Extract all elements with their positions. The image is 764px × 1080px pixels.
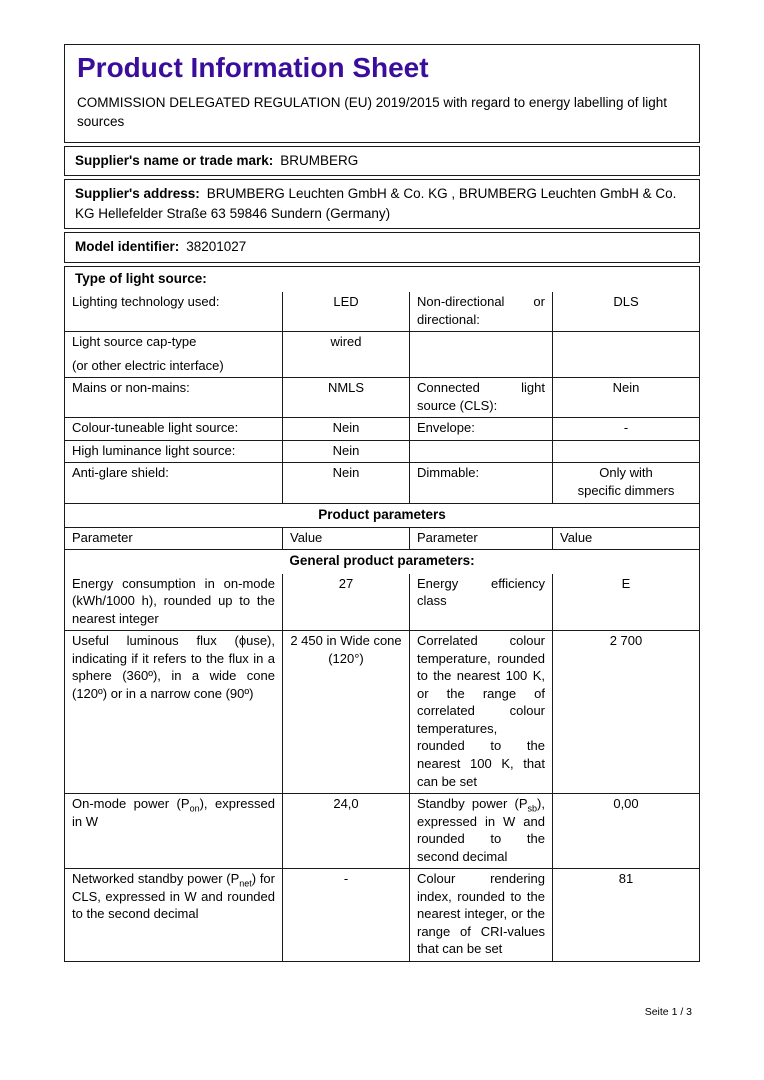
parameter-cell: Connected light source (CLS): — [409, 378, 552, 417]
table-row — [65, 440, 699, 463]
column-header-value-2: Value — [552, 528, 699, 550]
supplier-address-row — [64, 179, 700, 229]
value-cell: Nein — [282, 418, 409, 440]
value-cell: - — [282, 869, 409, 961]
page-number: Seite 1 / 3 — [644, 1006, 692, 1018]
value-cell: LED — [282, 292, 409, 331]
parameter-cell: Colour-tuneable light source: — [72, 420, 239, 436]
general-product-parameters-header-row — [65, 549, 699, 573]
parameter-cell: High luminance light source: — [72, 442, 236, 458]
parameter-cell: Standby power $(P_{sb})$, expressed in W and rounded to the second decimal — [409, 794, 552, 868]
value-cell: 27 — [282, 574, 409, 631]
value-cell: Only with specific dimmers — [552, 463, 699, 502]
supplier-address-label: Supplier's address: — [75, 186, 200, 202]
regulation-subtitle: COMMISSION DELEGATED REGULATION (EU) 2019/2015 with regard to energy labelling of light sources — [77, 94, 667, 129]
table-row — [65, 630, 699, 793]
table-row — [65, 462, 699, 502]
model-identifier-row — [64, 232, 700, 263]
table-row — [65, 331, 699, 377]
parameter-cell: Mains or non-mains: — [72, 380, 190, 396]
table-row — [65, 793, 699, 868]
value-cell: 2 450 in Wide cone (120°) — [282, 631, 409, 793]
product-parameters-title: Product parameters — [318, 506, 446, 522]
supplier-address-value: BRUMBERG Leuchten GmbH & Co. KG , BRUMBERG Leuchten GmbH & Co. KG Hellefelder Straße 63 59846 Sundern (Germany) — [75, 186, 677, 221]
value-cell: Nein — [282, 441, 409, 463]
table-row — [65, 377, 699, 417]
table-row — [65, 868, 699, 961]
table-row — [65, 292, 699, 331]
parameter-cell — [409, 441, 552, 463]
value-cell: 2 700 — [552, 631, 699, 793]
model-identifier-label: Model identifier: — [75, 239, 180, 255]
parameter-cell: Energy consumption in on-mode (kWh/1000 h), rounded up to the nearest integer — [72, 575, 275, 626]
value-cell — [552, 332, 699, 377]
parameter-cell: Light source cap-type (or other electric interface) — [72, 334, 224, 373]
column-header-parameter-1: Parameter — [72, 529, 133, 545]
supplier-name-row — [64, 146, 700, 177]
value-cell: 0,00 — [552, 794, 699, 868]
parameter-cell: Colour rendering index, rounded to the nearest integer, or the range of CRI-values that can be set — [409, 869, 552, 961]
value-cell: NMLS — [282, 378, 409, 417]
value-cell: Nein — [552, 378, 699, 417]
column-header-parameter-2: Parameter — [409, 528, 552, 550]
parameter-cell: Non-directional or directional: — [409, 292, 552, 331]
light-source-characteristics-rows — [65, 292, 699, 502]
parameter-cell: Energy efficiency class — [409, 574, 552, 631]
parameters-table — [64, 266, 700, 962]
value-cell: Nein — [282, 463, 409, 502]
title-section — [64, 44, 700, 143]
product-parameters-header-row — [65, 503, 699, 527]
table-row — [65, 574, 699, 631]
supplier-name-value: BRUMBERG — [280, 152, 359, 168]
value-cell: E — [552, 574, 699, 631]
type-of-light-source-label: Type of light source: — [75, 270, 207, 286]
parameter-cell: Correlated colour temperature, rounded to the nearest 100 K, or the range of correlated colour temperatures, rounded to the nearest 100 K, that can be set — [409, 631, 552, 793]
parameter-cell: Dimmable: — [409, 463, 552, 502]
page-title: Product Information Sheet — [77, 52, 429, 83]
value-cell: DLS — [552, 292, 699, 331]
table-row — [65, 417, 699, 440]
general-product-parameter-rows — [65, 574, 699, 961]
type-of-light-source-row — [65, 267, 699, 292]
value-cell — [552, 441, 699, 463]
value-cell: 24,0 — [282, 794, 409, 868]
value-cell: 81 — [552, 869, 699, 961]
parameter-cell: Envelope: — [409, 418, 552, 440]
parameter-cell: Networked standby power $(P_{net})$ for CLS, expressed in W and rounded to the second decimal — [72, 871, 275, 922]
supplier-name-label: Supplier's name or trade mark: — [75, 152, 274, 168]
value-cell: wired — [282, 332, 409, 377]
column-header-row — [65, 527, 699, 550]
value-cell: - — [552, 418, 699, 440]
parameter-cell: Useful luminous flux (ϕuse), indicating if it refers to the flux in a sphere (360º), in a wide cone (120º) or in a narrow cone (90º) — [72, 633, 275, 701]
parameter-cell — [409, 332, 552, 377]
parameter-cell: On-mode power $(P_{on})$, expressed in W — [72, 796, 275, 829]
general-product-parameters-title: General product parameters: — [289, 553, 475, 569]
column-header-value-1: Value — [282, 528, 409, 550]
parameter-cell: Lighting technology used: — [72, 294, 220, 310]
parameter-cell: Anti-glare shield: — [72, 465, 169, 481]
product-information-sheet — [64, 44, 700, 965]
model-identifier-value: 38201027 — [186, 239, 247, 255]
